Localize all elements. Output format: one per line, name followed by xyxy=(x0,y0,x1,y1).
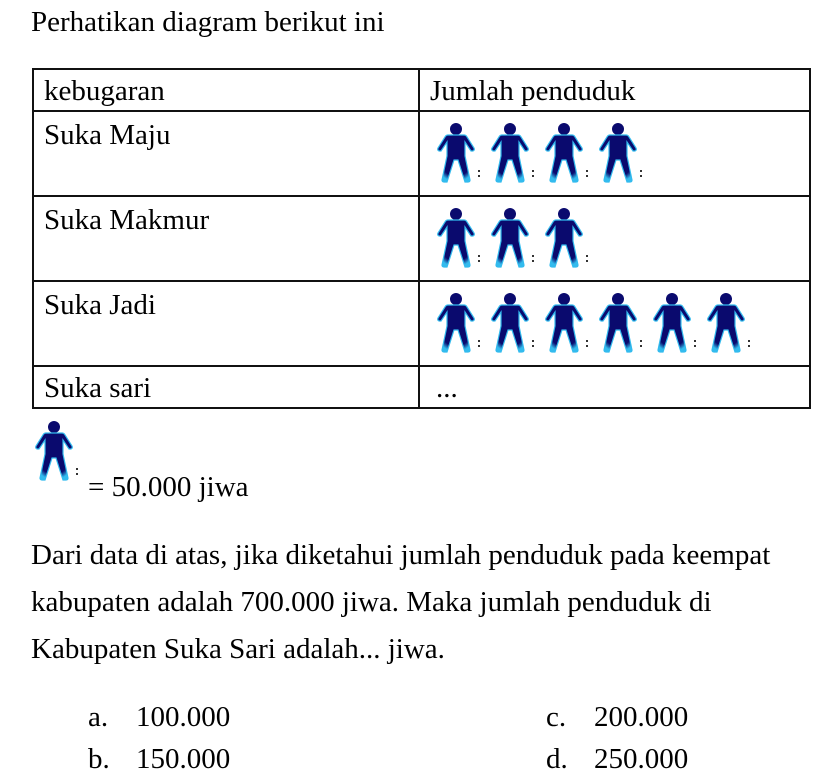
person-icon xyxy=(488,292,542,354)
person-icon xyxy=(542,122,596,184)
person-icon xyxy=(434,207,488,269)
option-a[interactable] xyxy=(88,700,230,734)
region-label: Suka Maju xyxy=(44,119,171,151)
person-icon xyxy=(434,292,488,354)
icon-group xyxy=(420,282,809,354)
table-row xyxy=(33,366,810,408)
icons-cell xyxy=(419,111,810,196)
header-cell xyxy=(419,69,810,111)
table-row xyxy=(33,281,810,366)
person-icon xyxy=(488,122,542,184)
icon-group xyxy=(420,112,809,184)
region-label: Suka Jadi xyxy=(44,289,156,321)
icon-group xyxy=(420,197,809,269)
option-letter: c. xyxy=(546,701,567,733)
option-value: 150.000 xyxy=(136,743,231,775)
page-title: Perhatikan diagram berikut ini xyxy=(31,6,385,38)
icons-cell xyxy=(419,281,810,366)
header-cell xyxy=(33,69,419,111)
option-value: 100.000 xyxy=(136,701,231,733)
person-icon xyxy=(32,420,86,482)
value-cell xyxy=(419,366,810,408)
table-row xyxy=(33,111,810,196)
icons-cell xyxy=(419,196,810,281)
person-icon xyxy=(434,122,488,184)
legend xyxy=(32,420,352,503)
option-c[interactable] xyxy=(546,700,688,734)
table-row xyxy=(33,196,810,281)
option-b[interactable] xyxy=(88,742,230,776)
option-letter: b. xyxy=(88,743,110,775)
table-header-row xyxy=(33,69,810,111)
region-label: Suka Makmur xyxy=(44,204,210,236)
person-icon xyxy=(650,292,704,354)
unknown-value: ... xyxy=(436,372,458,404)
option-letter: a. xyxy=(88,701,109,733)
legend-text: = 50.000 jiwa xyxy=(88,471,249,503)
pictogram-table xyxy=(32,68,811,409)
region-cell xyxy=(33,196,419,281)
region-cell xyxy=(33,111,419,196)
person-icon xyxy=(596,122,650,184)
option-value: 200.000 xyxy=(594,701,689,733)
option-value: 250.000 xyxy=(594,743,689,775)
person-icon xyxy=(542,292,596,354)
person-icon xyxy=(542,207,596,269)
region-cell xyxy=(33,366,419,408)
person-icon xyxy=(704,292,758,354)
header-kebugaran: kebugaran xyxy=(44,75,165,107)
question-text: Dari data di atas, jika diketahui jumlah penduduk pada keempat kabupaten adalah 700.000 jiwa. Maka jumlah penduduk di Kabupaten Suka Sari adalah... jiwa. xyxy=(31,539,771,665)
header-jumlah-penduduk: Jumlah penduduk xyxy=(430,75,636,107)
region-cell xyxy=(33,281,419,366)
region-label: Suka sari xyxy=(44,372,152,404)
person-icon xyxy=(596,292,650,354)
person-icon xyxy=(488,207,542,269)
option-d[interactable] xyxy=(546,742,688,776)
option-letter: d. xyxy=(546,743,568,775)
